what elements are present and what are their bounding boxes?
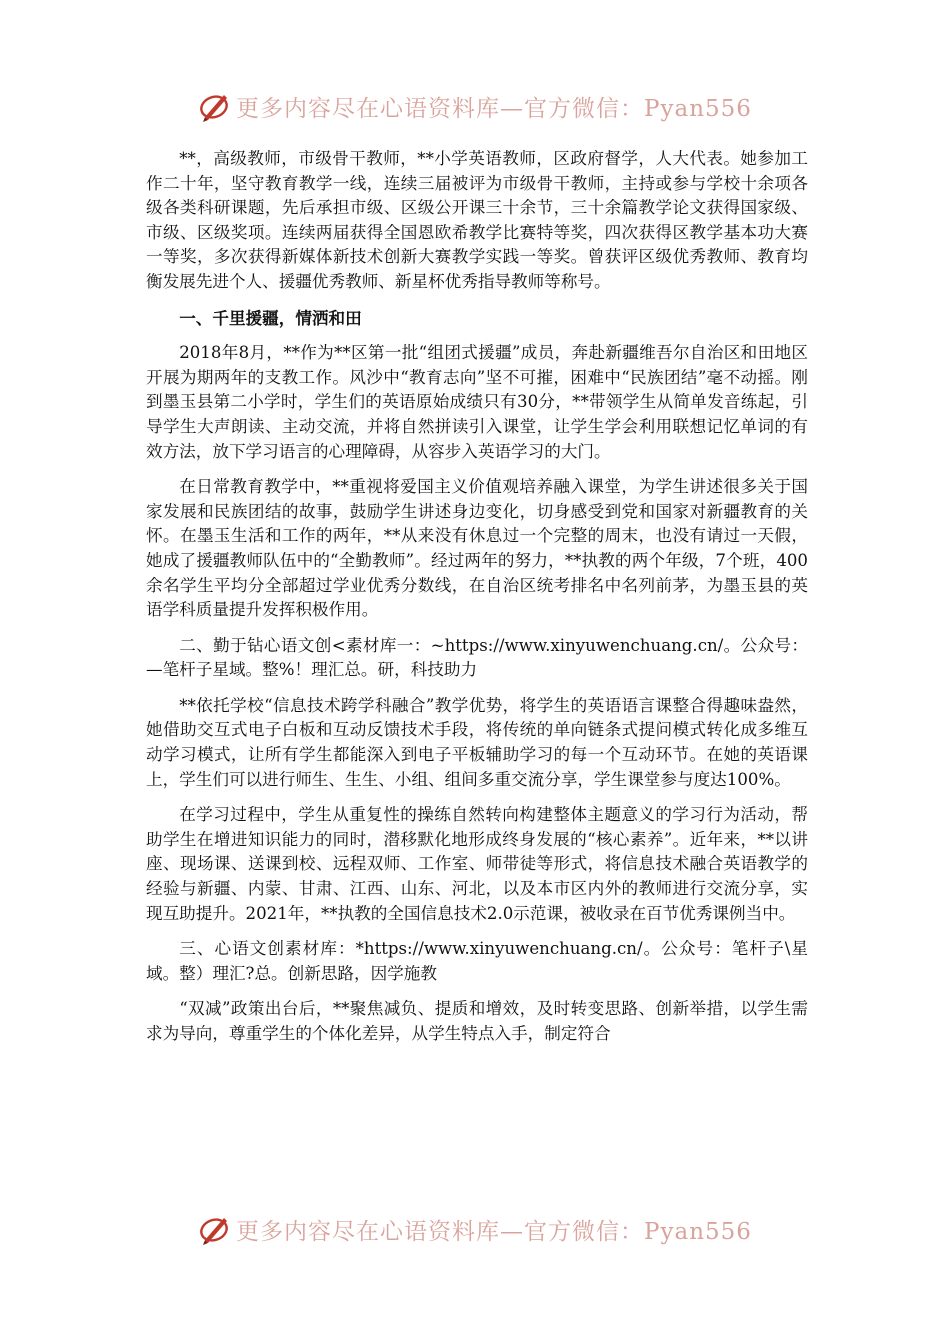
body-paragraph: 2018年8月，**作为**区第一批“组团式援疆”成员，奔赴新疆维吾尔自治区和田地区开展为期两年的支教工作。风沙中“教育志向”坚不可摧，困难中“民族团结”毫不动摇。刚到墨玉县第二小学时，学生们的英语原始成绩只有30分，**带领学生从简单发音练起，引导学生大声朗读、主动交流，并将自然拼读引入课堂，让学生学会利用联想记忆单词的有效方法，放下学习语言的心理障碍，从容步入英语学习的大门。 (146, 343, 808, 461)
pen-and-ring-logo-icon (198, 89, 232, 123)
body-paragraph: **依托学校“信息技术跨学科融合”教学优势，将学生的英语语言课整合得趣味盎然，她借助交互式电子白板和互动反馈技术手段，将传统的单向链条式提问模式转化成多维互动学习模式，让所有学生都能深入到电子平板辅助学习的每一个互动环节。在她的英语课上，学生们可以进行师生、生生、小组、组间多重交流分享，学生课堂参与度达100%。 (146, 695, 808, 789)
banner-text: 更多内容尽在心语资料库—官方微信：Pyan556 (236, 95, 752, 122)
header-banner (0, 86, 950, 126)
banner-text: 更多内容尽在心语资料库—官方微信：Pyan556 (236, 1218, 752, 1245)
section-heading-2: 二、勤于钻心语文创<素材库一：~https://www.xinyuwenchuang.cn/。公众号：—笔杆子星域。整%！理汇总。研，科技助力 (146, 635, 808, 680)
intro-paragraph: **，高级教师，市级骨干教师，**小学英语教师，区政府督学，人大代表。她参加工作二十年，坚守教育教学一线，连续三届被评为市级骨干教师，主持或参与学校十余项各级各类科研课题，先后承担市级、区级公开课三十余节，三十余篇教学论文获得国家级、市级、区级奖项。连续两届获得全国恩欧希教学比赛特等奖，四次获得区教学基本功大赛一等奖，多次获得新媒体新技术创新大赛教学实践一等奖。曾获评区级优秀教师、教育均衡发展先进个人、援疆优秀教师、新星杯优秀指导教师等称号。 (146, 149, 808, 291)
body-paragraph: “双减”政策出台后，**聚焦减负、提质和增效，及时转变思路、创新举措，以学生需求为导向，尊重学生的个体化差异，从学生特点入手，制定符合 (146, 999, 808, 1043)
body-paragraph: 在日常教育教学中，**重视将爱国主义价值观培养融入课堂，为学生讲述很多关于国家发展和民族团结的故事，鼓励学生讲述身边变化，切身感受到党和国家对新疆教育的关怀。在墨玉生活和工作的两年，**从来没有休息过一个完整的周末，也没有请过一天假，她成了援疆教师队伍中的“全勤教师”。经过两年的努力，**执教的两个年级，7个班，400余名学生平均分全部超过学业优秀分数线，在自治区统考排名中名列前茅，为墨玉县的英语学科质量提升发挥积极作用。 (146, 477, 808, 620)
footer-banner (0, 1209, 950, 1249)
pen-and-ring-logo-icon (198, 1212, 232, 1246)
body-paragraph: 在学习过程中，学生从重复性的操练自然转向构建整体主题意义的学习行为活动，帮助学生在增进知识能力的同时，潜移默化地形成终身发展的“核心素养”。近年来，**以讲座、现场课、送课到校、远程双师、工作室、师带徒等形式，将信息技术融合英语教学的经验与新疆、内蒙、甘肃、江西、山东、河北，以及本市区内外的教师进行交流分享，实现互助提升。2021年，**执教的全国信息技术2.0示范课，被收录在百节优秀课例当中。 (146, 805, 808, 923)
document-body (146, 147, 808, 1058)
section-heading-3: 三、心语文创素材库：*https://www.xinyuwenchuang.cn/。公众号：笔杆子\星域。整）理汇?总。创新思路，因学施教 (146, 939, 808, 983)
section-heading-1: 一、千里援疆，情洒和田 (179, 307, 362, 328)
